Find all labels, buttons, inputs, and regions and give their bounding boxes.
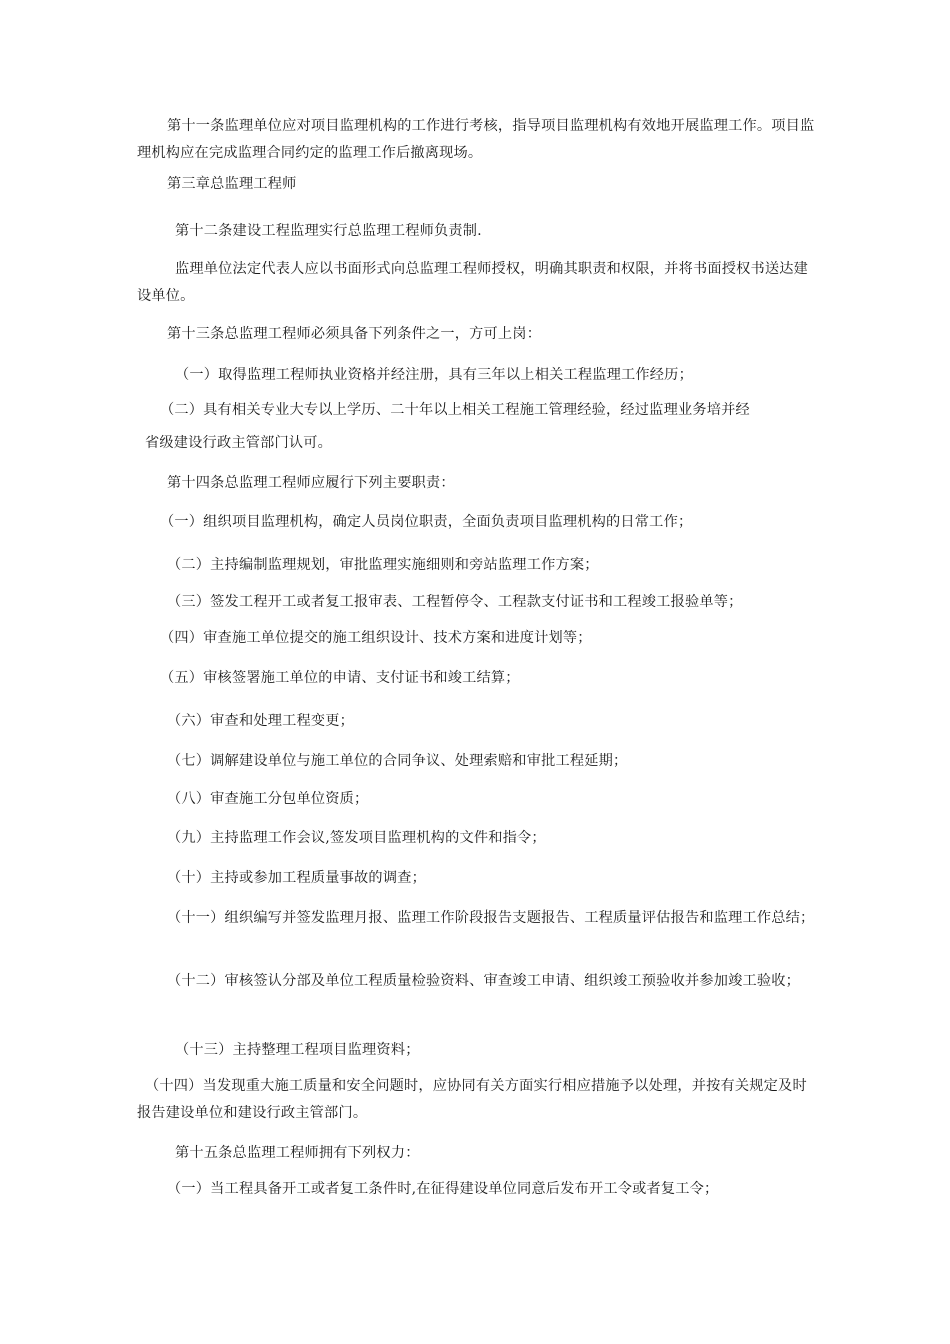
article-14-item-1: （一）组织项目监理机构，确定人员岗位职责，全面负责项目监理机构的日常工作； [160,514,693,530]
article-14-item-14: （十四）当发现重大施工质量和安全问题时，应协同有关方面实行相应措施予以处理，并按有关规定及时报告建设单位和建设行政主管部门。 [137,1078,807,1121]
article-15-paragraph: 第十五条总监理工程师拥有下列权力： [175,1145,420,1161]
authorization-paragraph: 监理单位法定代表人应以书面形式向总监理工程师授权，明确其职责和权限，并将书面授权书送达建设单位。 [137,261,809,304]
article-13-item-1: （一）取得监理工程师执业资格并经注册，具有三年以上相关工程监理工作经历； [175,367,693,383]
article-14-item-6: （六）审查和处理工程变更； [167,713,355,729]
article-14-item-4: （四）审查施工单位提交的施工组织设计、技术方案和进度计划等； [160,630,592,646]
article-14-item-3: （三）签发工程开工或者复工报审表、工程暂停令、工程款支付证书和工程竣工报验单等； [167,594,743,610]
article-14-item-7: （七）调解建设单位与施工单位的合同争议、处理索赔和审批工程延期； [167,753,628,769]
article-14-item-5: （五）审核签署施工单位的申请、支付证书和竣工结算； [160,670,520,686]
article-14-item-8: （八）审查施工分包单位资质； [167,791,369,807]
article-14-item-10: （十）主持或参加工程质量事故的调查； [167,870,426,886]
chapter-3-heading: 第三章总监理工程师 [167,176,297,192]
article-14-item-2: （二）主持编制监理规划，审批监理实施细则和旁站监理工作方案； [167,557,599,573]
article-14-paragraph: 第十四条总监理工程师应履行下列主要职责： [167,475,455,491]
article-13-item-2-continued: 省级建设行政主管部门认可。 [145,435,333,451]
article-15-item-1: （一）当工程具备开工或者复工条件时,在征得建设单位同意后发布开工令或者复工令； [167,1181,719,1197]
article-14-item-12: （十二）审核签认分部及单位工程质量检验资料、审查竣工申请、组织竣工预验收并参加竣工验收； [167,973,801,989]
article-13-paragraph: 第十三条总监理工程师必须具备下列条件之一，方可上岗： [167,326,542,342]
article-14-item-11: （十一）组织编写并签发监理月报、监理工作阶段报告支题报告、工程质量评估报告和监理工作总结； [167,910,815,926]
article-11-paragraph: 第十一条监理单位应对项目监理机构的工作进行考核，指导项目监理机构有效地开展监理工作。项目监理机构应在完成监理合同约定的监理工作后撤离现场。 [137,118,815,161]
article-14-item-9: （九）主持监理工作会议,签发项目监理机构的文件和指令； [167,830,546,846]
article-14-item-13: （十三）主持整理工程项目监理资料； [175,1042,420,1058]
article-12-paragraph: 第十二条建设工程监理实行总监理工程师负责制. [175,223,482,239]
article-13-item-2: （二）具有相关专业大专以上学历、二十年以上相关工程施工管理经验，经过监理业务培并经 [160,402,750,418]
